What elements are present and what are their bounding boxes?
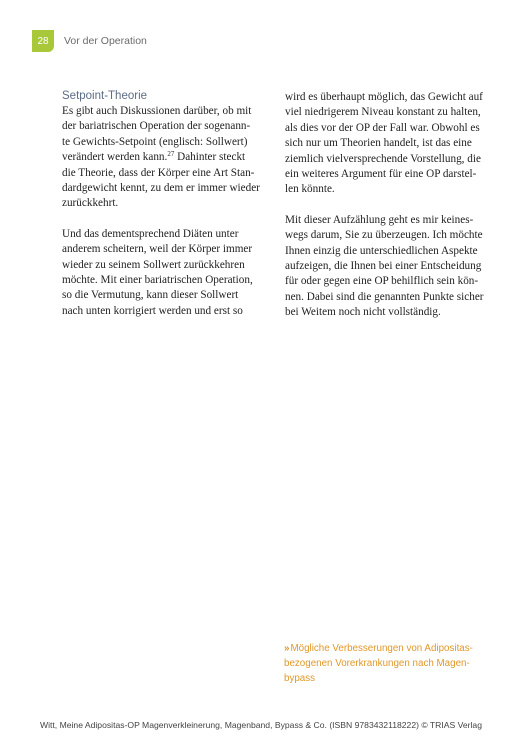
page-number: 28 xyxy=(37,35,49,47)
text-line: nach unten korrigiert werden und erst so xyxy=(62,304,243,317)
text-line: aufzeigen, die Ihnen bei einer Entscheidung xyxy=(285,260,482,273)
text-line: wegs darum, Sie zu überzeugen. Ich möchte xyxy=(285,229,483,242)
text-line: Und das dementsprechend Diäten unter xyxy=(62,227,239,240)
xref-line xyxy=(284,641,489,656)
section-heading: Setpoint-Theorie xyxy=(62,90,148,102)
text-line: nen. Dabei sind die genannten Punkte sicher xyxy=(285,290,484,303)
text-line: ziemlich vielversprechende Vorstellung, die xyxy=(285,152,481,165)
text-line: Mit dieser Aufzählung geht es mir keines- xyxy=(285,213,474,226)
text-line: anderem scheitern, weil der Körper immer xyxy=(62,243,253,256)
text-line: zurückkehrt. xyxy=(62,197,119,210)
text-line: Es gibt auch Diskussionen darüber, ob mit xyxy=(62,105,252,117)
text-line: möchte. Mit einer bariatrischen Operation, xyxy=(62,274,253,287)
double-chevron-right-icon: » xyxy=(284,643,289,654)
text-line: wird es überhaupt möglich, das Gewicht auf xyxy=(285,91,483,103)
left-column xyxy=(62,88,270,319)
text-line: Ihnen einzig die unterschiedlichen Aspekte xyxy=(285,244,478,257)
xref-line: bypass xyxy=(284,673,316,685)
text-fragment: verändert werden kann. xyxy=(62,151,168,164)
running-head: Vor der Operation xyxy=(64,35,147,47)
text-line: te Gewichts-Setpoint (englisch: Sollwert) xyxy=(62,135,248,148)
text-line: bei Weitem noch nicht vollständig. xyxy=(285,306,441,319)
xref-line: bezogenen Vorerkrankungen nach Magen- xyxy=(284,658,470,670)
text-line: so die Vermutung, kann dieser Sollwert xyxy=(62,289,239,302)
text-line: len könnte. xyxy=(285,183,335,196)
xref-text: Mögliche Verbesserungen von Adipositas- xyxy=(290,643,473,654)
right-column xyxy=(285,90,493,321)
footer-citation: Witt, Meine Adipositas-OP Magenverkleinerung, Magenband, Bypass & Co. (ISBN 9783432118222) © TRIAS Verlag xyxy=(40,720,482,730)
text-line: wieder zu seinem Sollwert zurückkehren xyxy=(62,258,245,271)
footnote-reference[interactable]: 27 xyxy=(167,150,175,159)
cross-reference-link[interactable] xyxy=(284,641,489,687)
text-line: die Theorie, dass der Körper eine Art Stan- xyxy=(62,166,255,179)
text-line: dardgewicht kennt, zu dem er immer wieder xyxy=(62,182,260,195)
text-line: für oder gegen eine OP behilflich sein kön- xyxy=(285,275,479,288)
paragraph-gap xyxy=(62,212,270,227)
text-line: als dies vor der OP der Fall war. Obwohl es xyxy=(285,121,480,134)
text-line xyxy=(62,150,270,165)
text-line: der bariatrischen Operation der sogenann- xyxy=(62,120,251,133)
page-number-badge xyxy=(32,30,54,52)
text-fragment: Dahinter steckt xyxy=(174,151,246,164)
text-line: sich nur um Theorien handelt, ist das eine xyxy=(285,137,472,150)
text-line: ein weiteres Argument für eine OP darstel- xyxy=(285,168,477,181)
text-line: viel niedrigerem Niveau konstant zu halten, xyxy=(285,106,481,119)
paragraph-gap xyxy=(285,198,493,213)
